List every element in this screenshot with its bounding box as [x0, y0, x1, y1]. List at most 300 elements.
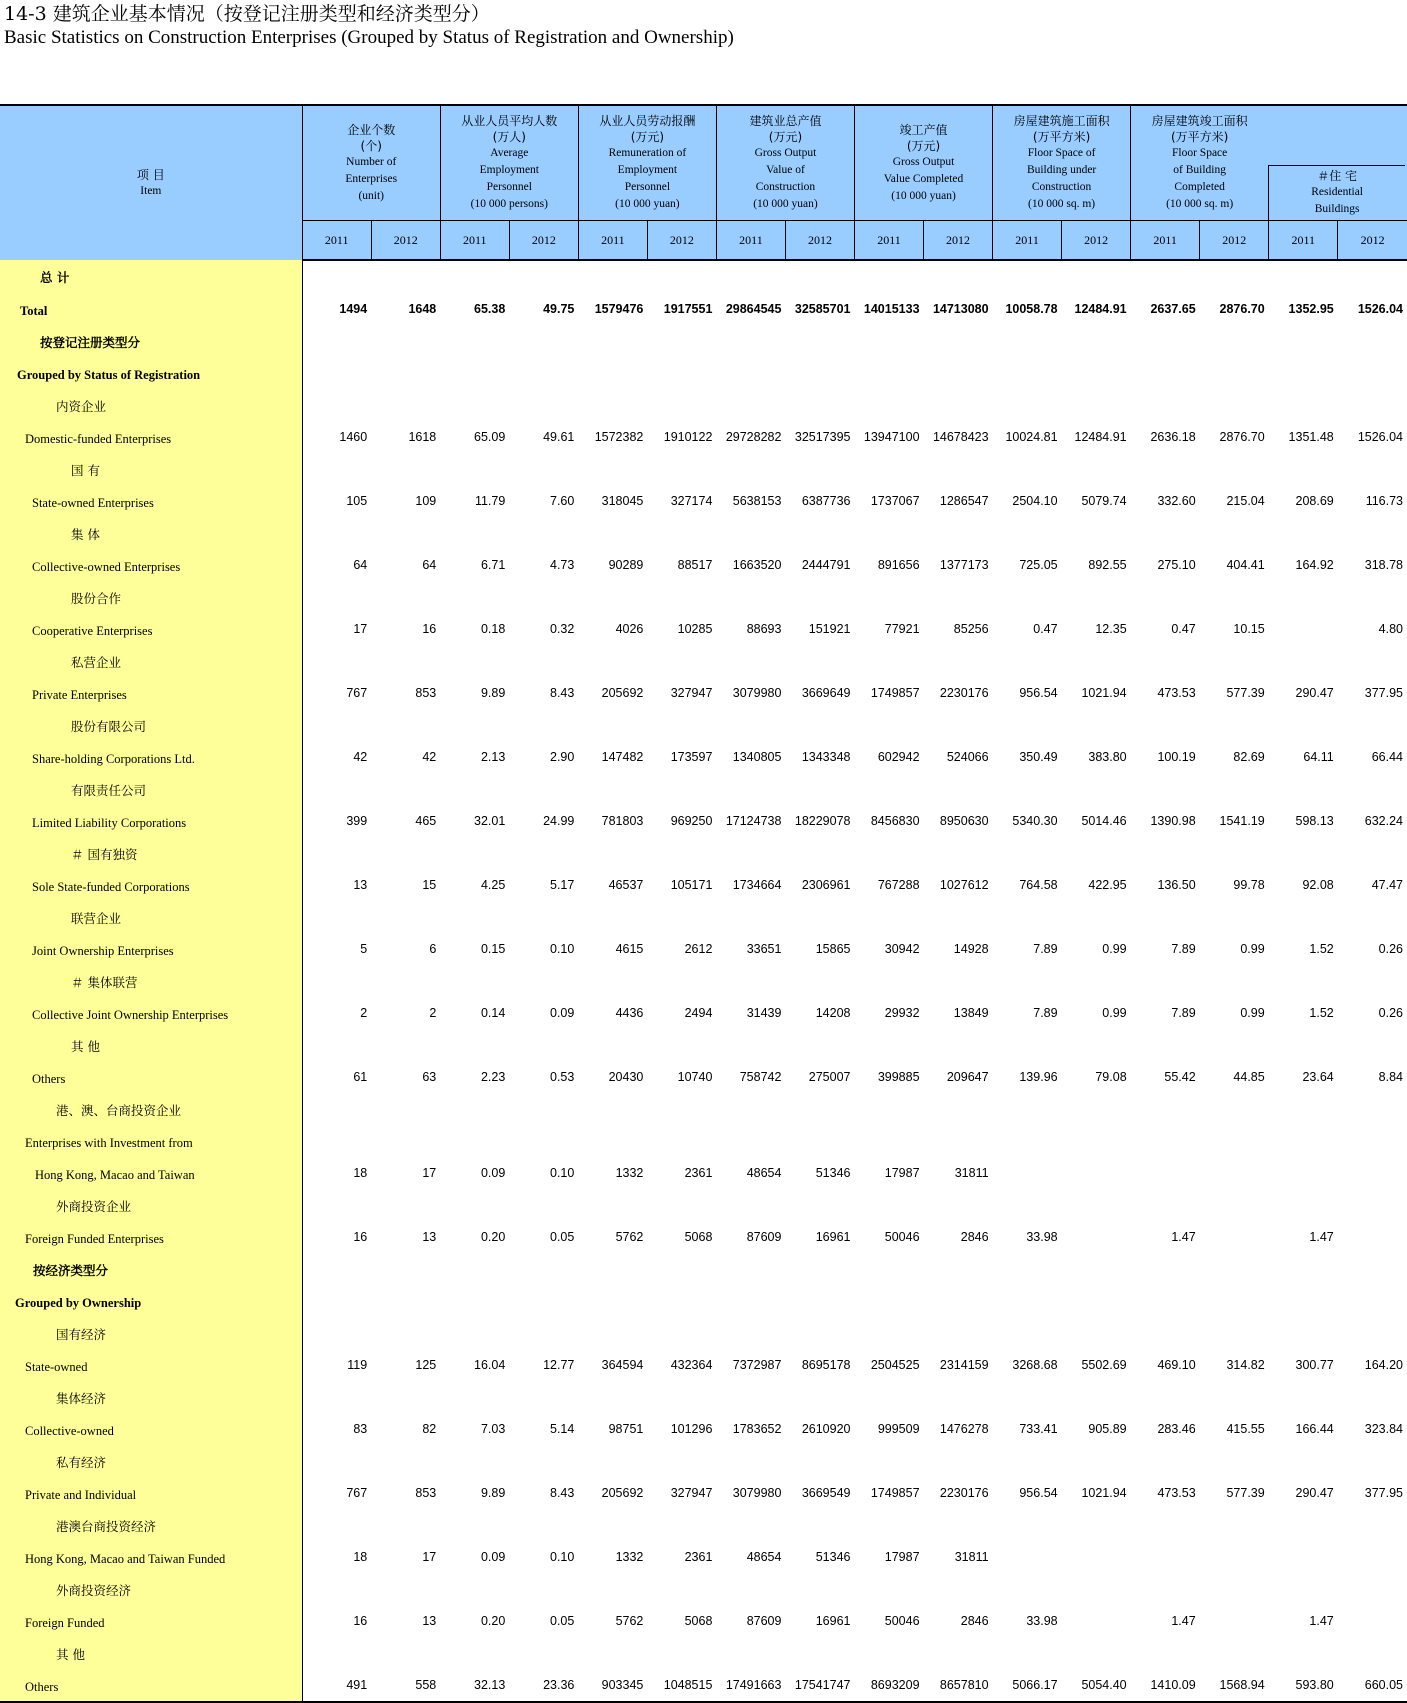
value-cell	[1269, 389, 1338, 421]
value-cell: 1027612	[939, 878, 989, 892]
value-cell: 767288	[877, 878, 920, 892]
value-cell	[855, 1445, 924, 1477]
value-cell	[1338, 1221, 1407, 1253]
value-cell: 2876.70	[1219, 430, 1265, 444]
value-cell: 5.17	[550, 878, 575, 892]
value-cell: 314.82	[1226, 1358, 1265, 1372]
value-cell: 2637.65	[1150, 302, 1196, 316]
value-cell: 733.41	[1019, 1422, 1058, 1436]
value-cell: 2504.10	[1012, 494, 1058, 508]
row-label-cell	[0, 709, 302, 741]
value-cell: 300.77	[1295, 1358, 1334, 1372]
value-cell	[371, 357, 440, 389]
value-cell	[647, 837, 716, 869]
value-cell: 602942	[877, 750, 920, 764]
value-cell: 51346	[815, 1550, 851, 1564]
table-row	[0, 1445, 1407, 1477]
value-cell	[440, 357, 509, 389]
value-cell	[785, 709, 854, 741]
value-cell: 13849	[953, 1006, 989, 1020]
value-cell	[1200, 260, 1269, 293]
value-cell	[1131, 1509, 1200, 1541]
value-cell: 2.13	[480, 750, 506, 764]
value-cell	[371, 1253, 440, 1285]
value-cell: 1663520	[732, 558, 782, 572]
value-cell: 92.08	[1302, 878, 1334, 892]
value-cell: 2846	[960, 1614, 989, 1628]
value-cell	[1338, 1445, 1407, 1477]
value-cell: 88693	[746, 622, 782, 636]
value-cell	[855, 1093, 924, 1125]
value-cell	[1338, 1541, 1407, 1573]
value-cell	[1269, 1637, 1338, 1669]
value-cell: 3669549	[801, 1486, 851, 1500]
value-cell: 32585701	[794, 302, 851, 316]
value-cell: 593.80	[1269, 1669, 1338, 1702]
value-cell: 101296	[670, 1422, 713, 1436]
value-cell	[924, 1509, 993, 1541]
value-cell	[371, 1125, 440, 1157]
value-cell: 32517395	[794, 430, 851, 444]
value-cell	[578, 1253, 647, 1285]
value-cell: 0.53	[550, 1070, 575, 1084]
value-cell	[1269, 1125, 1338, 1157]
value-cell: 1618	[408, 430, 437, 444]
year-header: 2011	[440, 221, 509, 261]
value-cell	[785, 645, 854, 677]
value-cell	[371, 709, 440, 741]
value-cell	[509, 709, 578, 741]
value-cell: 0.47	[1033, 622, 1058, 636]
value-cell	[993, 773, 1062, 805]
value-cell	[509, 581, 578, 613]
value-cell	[1200, 645, 1269, 677]
value-cell	[509, 517, 578, 549]
value-cell	[1062, 709, 1131, 741]
year-header: 2012	[924, 221, 993, 261]
value-cell: 8.43	[550, 1486, 575, 1500]
row-label: 股份合作	[71, 590, 122, 606]
value-cell	[716, 1285, 785, 1317]
value-cell: 65.09	[474, 430, 506, 444]
row-label-cell	[0, 260, 302, 293]
value-cell	[647, 965, 716, 997]
value-cell	[302, 837, 371, 869]
value-cell: 16	[353, 1614, 368, 1628]
value-cell	[785, 1253, 854, 1285]
table-header	[0, 105, 1407, 260]
value-cell	[1269, 325, 1338, 357]
value-cell	[302, 517, 371, 549]
value-cell: 0.10	[550, 942, 575, 956]
value-cell: 6.71	[480, 558, 506, 572]
value-cell	[509, 901, 578, 933]
value-cell	[785, 1381, 854, 1413]
value-cell	[1131, 1125, 1200, 1157]
value-cell	[1338, 1189, 1407, 1221]
value-cell	[1200, 1381, 1269, 1413]
value-cell	[1062, 773, 1131, 805]
value-cell	[647, 1445, 716, 1477]
value-cell	[785, 1637, 854, 1669]
header-zh-line: (个)	[360, 138, 382, 153]
value-cell	[855, 1573, 924, 1605]
year-header: 2011	[855, 221, 924, 261]
value-cell: 853	[415, 686, 437, 700]
value-cell	[993, 1285, 1062, 1317]
value-cell	[440, 1125, 509, 1157]
table-row	[0, 1157, 1407, 1189]
value-cell: 767	[346, 686, 368, 700]
row-label: Collective-owned Enterprises	[32, 559, 181, 574]
value-cell	[1062, 1285, 1131, 1317]
row-label: 私营企业	[71, 654, 122, 670]
value-cell	[1200, 325, 1269, 357]
value-cell	[716, 773, 785, 805]
value-cell	[647, 1093, 716, 1125]
value-cell: 10740	[677, 1070, 713, 1084]
value-cell	[440, 773, 509, 805]
value-cell	[647, 1285, 716, 1317]
value-cell: 10285	[677, 622, 713, 636]
value-cell: 14678423	[932, 430, 989, 444]
value-cell	[371, 773, 440, 805]
row-label-cell	[0, 1125, 302, 1157]
column-group-header	[716, 105, 854, 221]
value-cell: 8950630	[939, 814, 989, 828]
value-cell	[578, 645, 647, 677]
value-cell	[993, 837, 1062, 869]
table-row	[0, 613, 1407, 645]
row-label-cell	[0, 901, 302, 933]
value-cell: 85256	[953, 622, 989, 636]
value-cell	[1200, 837, 1269, 869]
value-cell	[924, 1381, 993, 1413]
value-cell	[1062, 901, 1131, 933]
value-cell	[302, 325, 371, 357]
value-cell	[855, 1381, 924, 1413]
value-cell: 1.47	[1309, 1230, 1334, 1244]
row-label-cell	[0, 421, 302, 453]
value-cell	[1131, 1029, 1200, 1061]
header-zh-line: 房屋建筑施工面积	[1013, 114, 1110, 128]
value-cell	[509, 837, 578, 869]
value-cell: 0.18	[480, 622, 506, 636]
row-label-cell	[0, 965, 302, 997]
value-cell	[924, 1189, 993, 1221]
value-cell	[1269, 1157, 1338, 1189]
value-cell: 29932	[884, 1006, 920, 1020]
value-cell	[1269, 1285, 1338, 1317]
row-label: 国 有	[71, 462, 100, 478]
table-row	[0, 741, 1407, 773]
value-cell: 377.95	[1364, 686, 1403, 700]
value-cell: 11.79	[474, 494, 506, 508]
table-row	[0, 581, 1407, 613]
value-cell	[1062, 1509, 1131, 1541]
value-cell: 46537	[608, 878, 644, 892]
value-cell: 15865	[815, 942, 851, 956]
row-label: Total	[20, 303, 48, 318]
value-cell	[509, 1189, 578, 1221]
table-row	[0, 1317, 1407, 1349]
value-cell: 2444791	[801, 558, 851, 572]
value-cell: 1332	[615, 1550, 644, 1564]
value-cell: 0.26	[1378, 942, 1403, 956]
value-cell	[993, 325, 1062, 357]
value-cell	[1338, 1093, 1407, 1125]
value-cell	[509, 1317, 578, 1349]
value-cell: 1286547	[939, 494, 989, 508]
value-cell	[1338, 1573, 1407, 1605]
value-cell	[785, 965, 854, 997]
row-label: 国有经济	[56, 1326, 107, 1342]
value-cell: 8456830	[870, 814, 920, 828]
value-cell	[924, 1125, 993, 1157]
row-label: Limited Liability Corporations	[32, 815, 187, 830]
value-cell: 13	[422, 1614, 437, 1628]
value-cell	[993, 357, 1062, 389]
value-cell: 0.20	[480, 1614, 506, 1628]
value-cell: 327947	[670, 1486, 713, 1500]
row-label-cell	[0, 837, 302, 869]
value-cell	[302, 773, 371, 805]
value-cell	[993, 389, 1062, 421]
value-cell	[440, 325, 509, 357]
header-en-line: Gross Output	[754, 147, 817, 159]
value-cell	[578, 325, 647, 357]
table-row	[0, 1477, 1407, 1509]
value-cell: 956.54	[1019, 1486, 1058, 1500]
value-cell	[716, 1093, 785, 1125]
row-label-cell	[0, 1509, 302, 1541]
header-en-line: Construction	[1031, 181, 1092, 193]
row-label-cell	[0, 1573, 302, 1605]
value-cell	[1338, 709, 1407, 741]
value-cell	[647, 517, 716, 549]
value-cell	[924, 1253, 993, 1285]
value-cell	[716, 1445, 785, 1477]
row-label-cell	[0, 1413, 302, 1445]
header-en-line: Employment	[479, 164, 540, 176]
row-label: Collective-owned	[25, 1423, 114, 1438]
value-cell	[1131, 260, 1200, 293]
value-cell	[716, 1253, 785, 1285]
value-cell	[578, 1381, 647, 1413]
value-cell	[993, 1381, 1062, 1413]
value-cell	[1338, 1381, 1407, 1413]
value-cell	[1131, 1381, 1200, 1413]
row-label: Collective Joint Ownership Enterprises	[32, 1007, 229, 1022]
row-label: Foreign Funded	[25, 1615, 105, 1630]
value-cell	[647, 901, 716, 933]
value-cell	[509, 260, 578, 293]
value-cell	[647, 1573, 716, 1605]
row-label-cell	[0, 293, 302, 325]
value-cell	[716, 965, 785, 997]
value-cell	[1200, 709, 1269, 741]
value-cell	[647, 1253, 716, 1285]
header-zh-line: 房屋建筑竣工面积	[1151, 114, 1248, 128]
value-cell	[1338, 1317, 1407, 1349]
value-cell: 5638153	[732, 494, 782, 508]
value-cell: 88517	[677, 558, 713, 572]
value-cell	[993, 581, 1062, 613]
item-header-en: Item	[140, 184, 162, 197]
value-cell	[1200, 1125, 1269, 1157]
row-label: 其 他	[56, 1646, 85, 1662]
value-cell: 7.89	[1171, 942, 1196, 956]
value-cell	[1338, 645, 1407, 677]
value-cell: 116.73	[1365, 494, 1403, 508]
value-cell: 16.04	[474, 1358, 506, 1372]
value-cell	[647, 1509, 716, 1541]
table-row	[0, 901, 1407, 933]
value-cell	[1338, 965, 1407, 997]
row-label-cell	[0, 1669, 302, 1702]
row-label-cell	[0, 997, 302, 1029]
value-cell	[924, 357, 993, 389]
value-cell: 63	[422, 1070, 437, 1084]
value-cell	[855, 645, 924, 677]
value-cell	[855, 901, 924, 933]
header-zh-line: 从业人员平均人数	[461, 114, 558, 128]
value-cell: 10058.78	[1005, 302, 1058, 316]
row-label-cell	[0, 549, 302, 581]
row-label-cell	[0, 1349, 302, 1381]
value-cell	[440, 1029, 509, 1061]
value-cell: 0.99	[1102, 942, 1127, 956]
value-cell	[578, 1093, 647, 1125]
table-row	[0, 357, 1407, 389]
value-cell	[578, 389, 647, 421]
year-header: 2012	[1062, 221, 1131, 261]
value-cell	[1269, 1509, 1338, 1541]
value-cell	[302, 1029, 371, 1061]
value-cell: 2612	[684, 942, 713, 956]
value-cell	[716, 517, 785, 549]
value-cell	[1131, 645, 1200, 677]
value-cell	[1269, 837, 1338, 869]
value-cell: 17	[422, 1166, 437, 1180]
value-cell	[716, 357, 785, 389]
row-label-cell	[0, 1605, 302, 1637]
table-row	[0, 1125, 1407, 1157]
header-zh-line: ＃住 宅	[1317, 169, 1358, 183]
value-cell	[924, 1637, 993, 1669]
value-cell	[1269, 357, 1338, 389]
value-cell: 598.13	[1295, 814, 1334, 828]
value-cell	[647, 1637, 716, 1669]
table-row	[0, 549, 1407, 581]
row-label-cell	[0, 581, 302, 613]
value-cell: 1734664	[732, 878, 782, 892]
value-cell: 16961	[815, 1230, 851, 1244]
value-cell: 290.47	[1295, 686, 1334, 700]
value-cell: 290.47	[1295, 1486, 1334, 1500]
table-row	[0, 293, 1407, 325]
value-cell	[1062, 357, 1131, 389]
value-cell: 42	[353, 750, 368, 764]
value-cell: 5340.30	[1012, 814, 1058, 828]
value-cell	[1200, 1445, 1269, 1477]
value-cell	[371, 1317, 440, 1349]
value-cell	[1131, 837, 1200, 869]
value-cell	[440, 1509, 509, 1541]
value-cell	[1200, 1285, 1269, 1317]
value-cell	[1338, 325, 1407, 357]
value-cell: 99.78	[1233, 878, 1265, 892]
table-row	[0, 1541, 1407, 1573]
value-cell	[440, 517, 509, 549]
value-cell	[1062, 260, 1131, 293]
value-cell: 558	[371, 1669, 440, 1702]
value-cell	[1131, 1157, 1200, 1189]
value-cell	[1062, 645, 1131, 677]
value-cell: 64	[422, 558, 437, 572]
value-cell: 327947	[670, 686, 713, 700]
value-cell: 323.84	[1364, 1422, 1403, 1436]
row-label-cell	[0, 1029, 302, 1061]
table-row	[0, 421, 1407, 453]
header-en-line: Floor Space	[1172, 147, 1228, 159]
value-cell: 1343348	[801, 750, 851, 764]
value-cell: 767	[346, 1486, 368, 1500]
value-cell: 10.15	[1233, 622, 1265, 636]
value-cell	[509, 1573, 578, 1605]
value-cell	[716, 901, 785, 933]
value-cell	[855, 1637, 924, 1669]
header-en-line: Personnel	[486, 181, 532, 193]
value-cell: 399	[346, 814, 368, 828]
value-cell: 5068	[684, 1230, 713, 1244]
value-cell: 119	[347, 1358, 368, 1372]
value-cell: 33651	[746, 942, 782, 956]
value-cell: 2.90	[550, 750, 575, 764]
row-label-cell	[0, 357, 302, 389]
value-cell	[993, 1445, 1062, 1477]
value-cell: 1.52	[1309, 942, 1334, 956]
value-cell	[509, 773, 578, 805]
column-group-header	[993, 105, 1131, 221]
value-cell	[440, 1285, 509, 1317]
value-cell	[785, 1029, 854, 1061]
value-cell: 15	[422, 878, 437, 892]
value-cell: 999509	[877, 1422, 920, 1436]
table-row	[0, 1509, 1407, 1541]
value-cell	[1200, 1253, 1269, 1285]
value-cell: 50046	[884, 1230, 920, 1244]
value-cell	[716, 1189, 785, 1221]
value-cell	[924, 1029, 993, 1061]
value-cell	[716, 1381, 785, 1413]
table-title-en: Basic Statistics on Construction Enterprises (Grouped by Status of Registration and Ownership)	[4, 27, 734, 48]
value-cell	[1269, 1573, 1338, 1605]
value-cell: 1579476	[594, 302, 644, 316]
value-cell	[785, 1125, 854, 1157]
value-cell	[855, 709, 924, 741]
row-label-cell	[0, 613, 302, 645]
value-cell: 1390.98	[1150, 814, 1196, 828]
value-cell: 3079980	[732, 686, 782, 700]
row-label: 港、澳、台商投资企业	[56, 1102, 182, 1118]
value-cell	[924, 1093, 993, 1125]
value-cell: 166.44	[1295, 1422, 1334, 1436]
value-cell: 29864545	[725, 302, 782, 316]
table-row	[0, 805, 1407, 837]
row-label-cell	[0, 1317, 302, 1349]
value-cell	[1338, 260, 1407, 293]
